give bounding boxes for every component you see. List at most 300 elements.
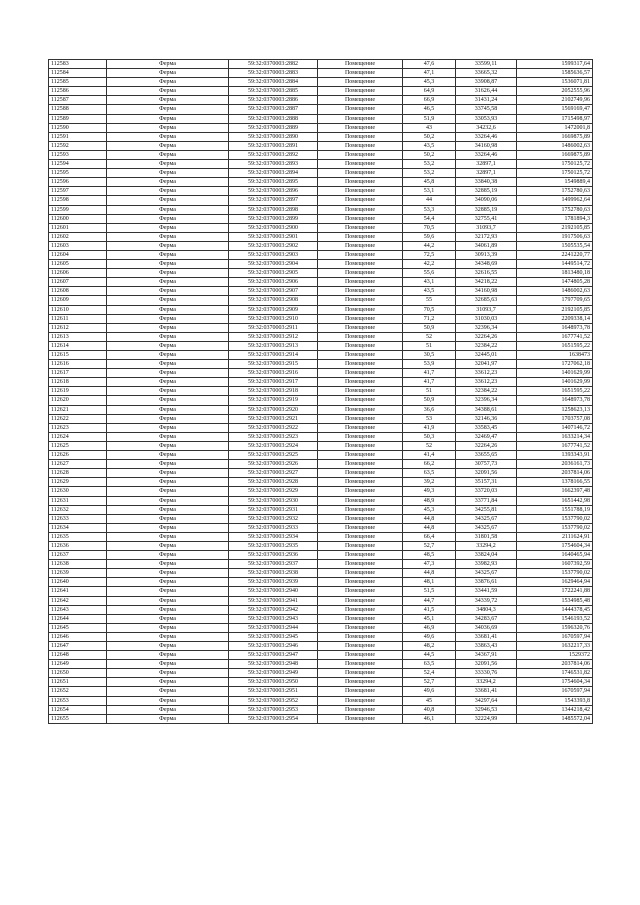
area-cell: 45,3 (403, 78, 456, 87)
cadastral-value-cell: 2111624,91 (517, 532, 593, 541)
cadastral-value-cell: 1599317,64 (517, 60, 593, 69)
cadastral-value-cell: 2037814,06 (517, 469, 593, 478)
object-type-cell: Ферма (107, 305, 229, 314)
unit-rate-cell: 32091,56 (456, 660, 517, 669)
object-kind-cell: Помещение (318, 687, 403, 696)
cadastral-value-cell: 1534985,48 (517, 596, 593, 605)
area-cell: 50,9 (403, 396, 456, 405)
object-kind-cell: Помещение (318, 514, 403, 523)
row-id-cell: 112650 (49, 669, 107, 678)
registry-table (48, 59, 593, 724)
object-kind-cell: Помещение (318, 123, 403, 132)
area-cell: 41,7 (403, 378, 456, 387)
row-id-cell: 112640 (49, 578, 107, 587)
area-cell: 44,2 (403, 241, 456, 250)
area-cell: 41,7 (403, 369, 456, 378)
row-id-cell: 112641 (49, 587, 107, 596)
area-cell: 49,3 (403, 487, 456, 496)
object-kind-cell: Помещение (318, 105, 403, 114)
row-id-cell: 112652 (49, 687, 107, 696)
row-id-cell: 112634 (49, 523, 107, 532)
table-row (49, 214, 593, 223)
area-cell: 52 (403, 332, 456, 341)
row-id-cell: 112584 (49, 69, 107, 78)
object-type-cell: Ферма (107, 496, 229, 505)
object-type-cell: Ферма (107, 642, 229, 651)
cadastral-number-cell: 59:32:0370003:2919 (229, 396, 318, 405)
area-cell: 46,1 (403, 714, 456, 723)
unit-rate-cell: 33053,93 (456, 114, 517, 123)
row-id-cell: 112612 (49, 323, 107, 332)
object-type-cell: Ферма (107, 605, 229, 614)
cadastral-value-cell: 2192105,85 (517, 305, 593, 314)
area-cell: 40,8 (403, 705, 456, 714)
cadastral-value-cell: 2209338,14 (517, 314, 593, 323)
area-cell: 50,9 (403, 323, 456, 332)
unit-rate-cell: 34160,98 (456, 141, 517, 150)
table-row (49, 205, 593, 214)
area-cell: 50,2 (403, 132, 456, 141)
object-kind-cell: Помещение (318, 405, 403, 414)
row-id-cell: 112588 (49, 105, 107, 114)
object-kind-cell: Помещение (318, 532, 403, 541)
object-kind-cell: Помещение (318, 60, 403, 69)
area-cell: 44,5 (403, 651, 456, 660)
table-row (49, 60, 593, 69)
cadastral-number-cell: 59:32:0370003:2891 (229, 141, 318, 150)
object-type-cell: Ферма (107, 232, 229, 241)
cadastral-value-cell: 1449514,72 (517, 260, 593, 269)
table-row (49, 687, 593, 696)
table-row (49, 432, 593, 441)
unit-rate-cell: 34325,67 (456, 523, 517, 532)
object-type-cell: Ферма (107, 514, 229, 523)
area-cell: 55 (403, 296, 456, 305)
unit-rate-cell: 35157,31 (456, 478, 517, 487)
unit-rate-cell: 34388,61 (456, 405, 517, 414)
cadastral-number-cell: 59:32:0370003:2912 (229, 332, 318, 341)
area-cell: 49,6 (403, 687, 456, 696)
area-cell: 47,1 (403, 69, 456, 78)
unit-rate-cell: 32946,53 (456, 705, 517, 714)
table-row (49, 441, 593, 450)
area-cell: 66,4 (403, 532, 456, 541)
cadastral-number-cell: 59:32:0370003:2927 (229, 469, 318, 478)
area-cell: 52,7 (403, 541, 456, 550)
object-type-cell: Ферма (107, 332, 229, 341)
table-row (49, 341, 593, 350)
cadastral-value-cell: 1585636,57 (517, 69, 593, 78)
cadastral-value-cell: 1543393,8 (517, 696, 593, 705)
area-cell: 51 (403, 341, 456, 350)
cadastral-value-cell: 1551788,19 (517, 505, 593, 514)
row-id-cell: 112646 (49, 632, 107, 641)
object-kind-cell: Помещение (318, 296, 403, 305)
row-id-cell: 112613 (49, 332, 107, 341)
object-type-cell: Ферма (107, 623, 229, 632)
cadastral-number-cell: 59:32:0370003:2909 (229, 305, 318, 314)
cadastral-value-cell: 1662397,48 (517, 487, 593, 496)
object-type-cell: Ферма (107, 478, 229, 487)
area-cell: 53,2 (403, 169, 456, 178)
object-type-cell: Ферма (107, 269, 229, 278)
table-row (49, 78, 593, 87)
area-cell: 45 (403, 696, 456, 705)
table-row (49, 160, 593, 169)
row-id-cell: 112604 (49, 250, 107, 259)
object-type-cell: Ферма (107, 451, 229, 460)
row-id-cell: 112607 (49, 278, 107, 287)
object-kind-cell: Помещение (318, 169, 403, 178)
table-row (49, 469, 593, 478)
object-kind-cell: Помещение (318, 260, 403, 269)
area-cell: 48,1 (403, 578, 456, 587)
cadastral-number-cell: 59:32:0370003:2887 (229, 105, 318, 114)
cadastral-number-cell: 59:32:0370003:2897 (229, 196, 318, 205)
cadastral-number-cell: 59:32:0370003:2911 (229, 323, 318, 332)
object-type-cell: Ферма (107, 387, 229, 396)
object-type-cell: Ферма (107, 187, 229, 196)
unit-rate-cell: 34232,6 (456, 123, 517, 132)
table-row (49, 305, 593, 314)
object-kind-cell: Помещение (318, 332, 403, 341)
unit-rate-cell: 32885,19 (456, 205, 517, 214)
cadastral-value-cell: 1596320,76 (517, 623, 593, 632)
cadastral-number-cell: 59:32:0370003:2939 (229, 578, 318, 587)
object-kind-cell: Помещение (318, 141, 403, 150)
unit-rate-cell: 33840,38 (456, 178, 517, 187)
table-row (49, 132, 593, 141)
object-kind-cell: Помещение (318, 205, 403, 214)
unit-rate-cell: 33771,84 (456, 496, 517, 505)
area-cell: 44,7 (403, 596, 456, 605)
unit-rate-cell: 30757,73 (456, 460, 517, 469)
row-id-cell: 112601 (49, 223, 107, 232)
cadastral-number-cell: 59:32:0370003:2947 (229, 651, 318, 660)
unit-rate-cell: 34339,72 (456, 596, 517, 605)
object-type-cell: Ферма (107, 687, 229, 696)
table-row (49, 587, 593, 596)
object-kind-cell: Помещение (318, 69, 403, 78)
unit-rate-cell: 33720,03 (456, 487, 517, 496)
cadastral-value-cell: 1752780,63 (517, 205, 593, 214)
cadastral-number-cell: 59:32:0370003:2924 (229, 441, 318, 450)
row-id-cell: 112631 (49, 496, 107, 505)
table-row (49, 250, 593, 259)
cadastral-number-cell: 59:32:0370003:2932 (229, 514, 318, 523)
cadastral-value-cell: 1797709,65 (517, 296, 593, 305)
cadastral-number-cell: 59:32:0370003:2933 (229, 523, 318, 532)
table-row (49, 632, 593, 641)
cadastral-value-cell: 1537790,02 (517, 569, 593, 578)
table-row (49, 196, 593, 205)
area-cell: 41,4 (403, 451, 456, 460)
row-id-cell: 112629 (49, 478, 107, 487)
row-id-cell: 112632 (49, 505, 107, 514)
row-id-cell: 112643 (49, 605, 107, 614)
object-type-cell: Ферма (107, 569, 229, 578)
table-row (49, 260, 593, 269)
row-id-cell: 112594 (49, 160, 107, 169)
row-id-cell: 112602 (49, 232, 107, 241)
unit-rate-cell: 33681,41 (456, 687, 517, 696)
cadastral-number-cell: 59:32:0370003:2925 (229, 451, 318, 460)
cadastral-value-cell: 1401629,99 (517, 369, 593, 378)
cadastral-value-cell: 1746531,82 (517, 669, 593, 678)
object-kind-cell: Помещение (318, 214, 403, 223)
cadastral-number-cell: 59:32:0370003:2937 (229, 560, 318, 569)
table-row (49, 96, 593, 105)
row-id-cell: 112591 (49, 132, 107, 141)
unit-rate-cell: 32616,55 (456, 269, 517, 278)
object-kind-cell: Помещение (318, 287, 403, 296)
area-cell: 43 (403, 123, 456, 132)
table-row (49, 241, 593, 250)
area-cell: 66,2 (403, 460, 456, 469)
area-cell: 59,6 (403, 232, 456, 241)
row-id-cell: 112645 (49, 623, 107, 632)
cadastral-value-cell: 1754604,34 (517, 678, 593, 687)
row-id-cell: 112603 (49, 241, 107, 250)
table-row (49, 332, 593, 341)
object-kind-cell: Помещение (318, 423, 403, 432)
cadastral-value-cell: 1378166,55 (517, 478, 593, 487)
cadastral-number-cell: 59:32:0370003:2928 (229, 478, 318, 487)
object-type-cell: Ферма (107, 596, 229, 605)
row-id-cell: 112653 (49, 696, 107, 705)
object-kind-cell: Помещение (318, 269, 403, 278)
object-type-cell: Ферма (107, 223, 229, 232)
table-row (49, 487, 593, 496)
unit-rate-cell: 34325,67 (456, 514, 517, 523)
table-row (49, 551, 593, 560)
object-type-cell: Ферма (107, 241, 229, 250)
area-cell: 66,9 (403, 96, 456, 105)
cadastral-number-cell: 59:32:0370003:2916 (229, 369, 318, 378)
area-cell: 48,5 (403, 551, 456, 560)
unit-rate-cell: 32091,56 (456, 469, 517, 478)
table-row (49, 569, 593, 578)
table-row (49, 360, 593, 369)
object-kind-cell: Помещение (318, 360, 403, 369)
unit-rate-cell: 32396,34 (456, 323, 517, 332)
unit-rate-cell: 33908,87 (456, 78, 517, 87)
row-id-cell: 112654 (49, 705, 107, 714)
row-id-cell: 112623 (49, 423, 107, 432)
area-cell: 45,3 (403, 505, 456, 514)
unit-rate-cell: 32384,22 (456, 341, 517, 350)
object-type-cell: Ферма (107, 351, 229, 360)
cadastral-value-cell: 1703757,08 (517, 414, 593, 423)
unit-rate-cell: 32264,26 (456, 441, 517, 450)
object-type-cell: Ферма (107, 551, 229, 560)
unit-rate-cell: 31093,7 (456, 305, 517, 314)
unit-rate-cell: 32396,34 (456, 396, 517, 405)
table-row (49, 478, 593, 487)
unit-rate-cell: 31093,7 (456, 223, 517, 232)
row-id-cell: 112590 (49, 123, 107, 132)
cadastral-number-cell: 59:32:0370003:2952 (229, 696, 318, 705)
unit-rate-cell: 32445,01 (456, 351, 517, 360)
cadastral-number-cell: 59:32:0370003:2944 (229, 623, 318, 632)
unit-rate-cell: 32146,36 (456, 414, 517, 423)
object-kind-cell: Помещение (318, 278, 403, 287)
cadastral-value-cell: 1754604,34 (517, 541, 593, 550)
object-type-cell: Ферма (107, 532, 229, 541)
unit-rate-cell: 33583,45 (456, 423, 517, 432)
object-type-cell: Ферма (107, 69, 229, 78)
row-id-cell: 112637 (49, 551, 107, 560)
cadastral-value-cell: 1752780,63 (517, 187, 593, 196)
unit-rate-cell: 33264,46 (456, 150, 517, 159)
cadastral-number-cell: 59:32:0370003:2908 (229, 296, 318, 305)
cadastral-number-cell: 59:32:0370003:2906 (229, 278, 318, 287)
object-type-cell: Ферма (107, 651, 229, 660)
unit-rate-cell: 34061,89 (456, 241, 517, 250)
cadastral-value-cell: 1499962,64 (517, 196, 593, 205)
row-id-cell: 112635 (49, 532, 107, 541)
row-id-cell: 112628 (49, 469, 107, 478)
row-id-cell: 112630 (49, 487, 107, 496)
unit-rate-cell: 32384,22 (456, 387, 517, 396)
table-row (49, 141, 593, 150)
cadastral-value-cell: 1486002,63 (517, 141, 593, 150)
object-type-cell: Ферма (107, 114, 229, 123)
cadastral-value-cell: 1536071,81 (517, 78, 593, 87)
unit-rate-cell: 32172,93 (456, 232, 517, 241)
unit-rate-cell: 34348,69 (456, 260, 517, 269)
cadastral-number-cell: 59:32:0370003:2888 (229, 114, 318, 123)
cadastral-value-cell: 2052555,96 (517, 87, 593, 96)
area-cell: 70,5 (403, 305, 456, 314)
object-type-cell: Ферма (107, 541, 229, 550)
object-type-cell: Ферма (107, 78, 229, 87)
object-kind-cell: Помещение (318, 596, 403, 605)
row-id-cell: 112583 (49, 60, 107, 69)
unit-rate-cell: 32224,99 (456, 714, 517, 723)
area-cell: 51 (403, 387, 456, 396)
row-id-cell: 112596 (49, 178, 107, 187)
unit-rate-cell: 33330,76 (456, 669, 517, 678)
object-type-cell: Ферма (107, 423, 229, 432)
table-row (49, 369, 593, 378)
cadastral-number-cell: 59:32:0370003:2917 (229, 378, 318, 387)
cadastral-number-cell: 59:32:0370003:2890 (229, 132, 318, 141)
cadastral-value-cell: 1549889,4 (517, 178, 593, 187)
cadastral-value-cell: 1640465,94 (517, 551, 593, 560)
table-row (49, 660, 593, 669)
row-id-cell: 112620 (49, 396, 107, 405)
object-type-cell: Ферма (107, 60, 229, 69)
area-cell: 52,4 (403, 669, 456, 678)
cadastral-value-cell: 1813480,18 (517, 269, 593, 278)
area-cell: 53,3 (403, 205, 456, 214)
object-kind-cell: Помещение (318, 541, 403, 550)
cadastral-value-cell: 1670597,94 (517, 687, 593, 696)
area-cell: 51,5 (403, 587, 456, 596)
object-kind-cell: Помещение (318, 678, 403, 687)
cadastral-value-cell: 1648973,78 (517, 323, 593, 332)
cadastral-number-cell: 59:32:0370003:2915 (229, 360, 318, 369)
table-row (49, 223, 593, 232)
area-cell: 49,6 (403, 632, 456, 641)
table-row (49, 405, 593, 414)
object-kind-cell: Помещение (318, 351, 403, 360)
table-row (49, 396, 593, 405)
object-type-cell: Ферма (107, 323, 229, 332)
object-kind-cell: Помещение (318, 605, 403, 614)
cadastral-value-cell: 1677741,52 (517, 441, 593, 450)
cadastral-number-cell: 59:32:0370003:2920 (229, 405, 318, 414)
object-type-cell: Ферма (107, 614, 229, 623)
object-kind-cell: Помещение (318, 414, 403, 423)
unit-rate-cell: 33681,41 (456, 632, 517, 641)
object-type-cell: Ферма (107, 341, 229, 350)
cadastral-value-cell: 1505535,54 (517, 241, 593, 250)
object-kind-cell: Помещение (318, 505, 403, 514)
unit-rate-cell: 33264,46 (456, 132, 517, 141)
object-kind-cell: Помещение (318, 451, 403, 460)
cadastral-value-cell: 1444378,45 (517, 605, 593, 614)
row-id-cell: 112610 (49, 305, 107, 314)
object-kind-cell: Помещение (318, 660, 403, 669)
row-id-cell: 112585 (49, 78, 107, 87)
table-row (49, 323, 593, 332)
table-row (49, 169, 593, 178)
unit-rate-cell: 32041,97 (456, 360, 517, 369)
unit-rate-cell: 32685,63 (456, 296, 517, 305)
area-cell: 50,3 (403, 432, 456, 441)
cadastral-number-cell: 59:32:0370003:2904 (229, 260, 318, 269)
object-type-cell: Ферма (107, 469, 229, 478)
object-type-cell: Ферма (107, 523, 229, 532)
object-kind-cell: Помещение (318, 560, 403, 569)
cadastral-value-cell: 1258623,13 (517, 405, 593, 414)
unit-rate-cell: 32264,26 (456, 332, 517, 341)
object-type-cell: Ферма (107, 632, 229, 641)
object-kind-cell: Помещение (318, 150, 403, 159)
unit-rate-cell: 30913,39 (456, 250, 517, 259)
object-kind-cell: Помещение (318, 305, 403, 314)
cadastral-value-cell: 1393343,91 (517, 451, 593, 460)
cadastral-number-cell: 59:32:0370003:2941 (229, 596, 318, 605)
object-type-cell: Ферма (107, 460, 229, 469)
area-cell: 71,2 (403, 314, 456, 323)
table-row (49, 187, 593, 196)
object-kind-cell: Помещение (318, 196, 403, 205)
cadastral-value-cell: 1344218,42 (517, 705, 593, 714)
unit-rate-cell: 33824,04 (456, 551, 517, 560)
area-cell: 50,2 (403, 150, 456, 159)
cadastral-value-cell: 1638473 (517, 351, 593, 360)
table-row (49, 596, 593, 605)
table-row (49, 705, 593, 714)
cadastral-value-cell: 1607392,59 (517, 560, 593, 569)
unit-rate-cell: 33612,23 (456, 369, 517, 378)
unit-rate-cell: 31030,03 (456, 314, 517, 323)
area-cell: 53,1 (403, 187, 456, 196)
object-type-cell: Ферма (107, 87, 229, 96)
object-type-cell: Ферма (107, 414, 229, 423)
object-kind-cell: Помещение (318, 187, 403, 196)
cadastral-number-cell: 59:32:0370003:2938 (229, 569, 318, 578)
table-row (49, 451, 593, 460)
area-cell: 70,5 (403, 223, 456, 232)
area-cell: 46,9 (403, 623, 456, 632)
table-row (49, 460, 593, 469)
row-id-cell: 112611 (49, 314, 107, 323)
unit-rate-cell: 32885,19 (456, 187, 517, 196)
